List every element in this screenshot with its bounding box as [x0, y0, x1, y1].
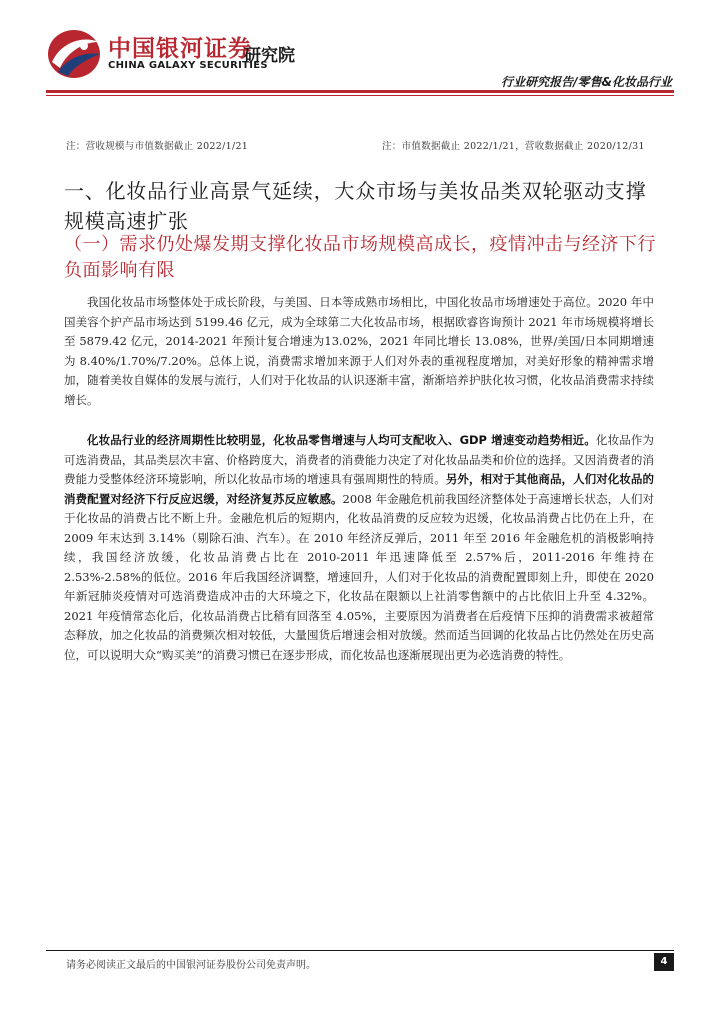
- report-type: 行业研究报告/零售&化妆品行业: [501, 75, 672, 89]
- section-heading: 一、化妆品行业高景气延续，大众市场与美妆品类双轮驱动支撑规模高速扩张: [64, 179, 647, 233]
- brand-name-en: CHINA GALAXY SECURITIES: [108, 60, 268, 71]
- paragraph-2-bold-1: 化妆品行业的经济周期性比较明显，化妆品零售增速与人均可支配收入、GDP 增速变动趋势相近。: [87, 433, 596, 447]
- paragraph-2: [64, 431, 654, 665]
- footer-divider: [46, 950, 674, 951]
- subsection-heading: （一）需求仍处爆发期支撑化妆品市场规模高成长，疫情冲击与经济下行负面影响有限: [64, 234, 656, 281]
- paragraph-2-text-1: 化妆品作为可选消费品，其品类层次丰富、价格跨度大，消费者的消费能力决定了对化妆品品类和价位的选择。又因消费者的消费能力受整体经济环境影响，所以化妆品市场的增速具有强周期性的特质。: [64, 433, 654, 486]
- galaxy-logo-icon: [46, 28, 102, 80]
- paragraph-2-text-2: 2008 年金融危机前我国经济整体处于高速增长状态，人们对于化妆品的消费占比不断上升。金融危机后的短期内，化妆品消费的反应较为迟缓，化妆品消费占比仍在上升，在 2009 年末达到 3.14%（剔除石油、汽车）。在 2010 年经济反弹后，2011 年至 2016 年金融危机的消极影响持续，我国经济放缓，化妆品消费占比在 2010-2011 年迅速降低至 2.57%后，2011-2016 年维持在 2.53%-2.58%的低位。2016 年后我国经济调整，增速回升，人们对于化妆品的消费配置即刻上升，即使在 2020 年新冠肺炎疫情对可选消费造成冲击的大环境之下，化妆品在限额以上社消零售额中的占比依旧上升至 4.32%。2021 年疫情常态化后，化妆品消费占比稍有回落至 4.05%，主要原因为消费者在后疫情下压抑的消费需求被超常态释放，加之化妆品的消费频次相对较低，大量囤货后增速会相对放缓。然而适当回调的化妆品占比仍然处在历史高位，可以说明大众“购买美”的消费习惯已在逐步形成，而化妆品也逐渐展现出更为必选消费的特性。: [64, 491, 655, 662]
- brand-name-cn: 中国银河证券: [108, 36, 252, 62]
- paragraph-1: 我国化妆品市场整体处于成长阶段，与美国、日本等成熟市场相比，中国化妆品市场增速处于高位。2020 年中国美容个护产品市场达到 5199.46 亿元，成为全球第二大化妆品市场，根据欧睿咨询预计 2021 年市场规模将增长至 5879.42 亿元，2014-2021 年预计复合增速为13.02%，2021 年同比增长 13.08%，世界/美国/日本同期增速为 8.40%/1.70%/7.20%。总体上说，消费需求增加来源于人们对外表的重视程度增加，对美好形象的精神需求增加，随着美妆自媒体的发展与流行，人们对于化妆品的认识逐渐丰富，渐渐培养护肤化妆习惯，化妆品消费需求持续增长。: [64, 295, 654, 407]
- page-header: [0, 0, 724, 95]
- paragraph-2-bold-2: 另外，相对于其他商品，人们对化妆品的消费配置对经济下行反应迟缓，对经济复苏反应敏感。: [64, 472, 655, 506]
- footer-disclaimer: 请务必阅读正文最后的中国银河证券股份公司免责声明。: [66, 960, 316, 971]
- page-number: 4: [654, 953, 674, 971]
- header-divider: [46, 90, 674, 93]
- note-right: 注：市值数据截止 2022/1/21，营收数据截止 2020/12/31: [382, 141, 645, 152]
- research-institute-label: 研究院: [244, 46, 295, 66]
- note-left: 注：营收规模与市值数据截止 2022/1/21: [66, 141, 249, 152]
- header-divider-thin: [46, 95, 674, 96]
